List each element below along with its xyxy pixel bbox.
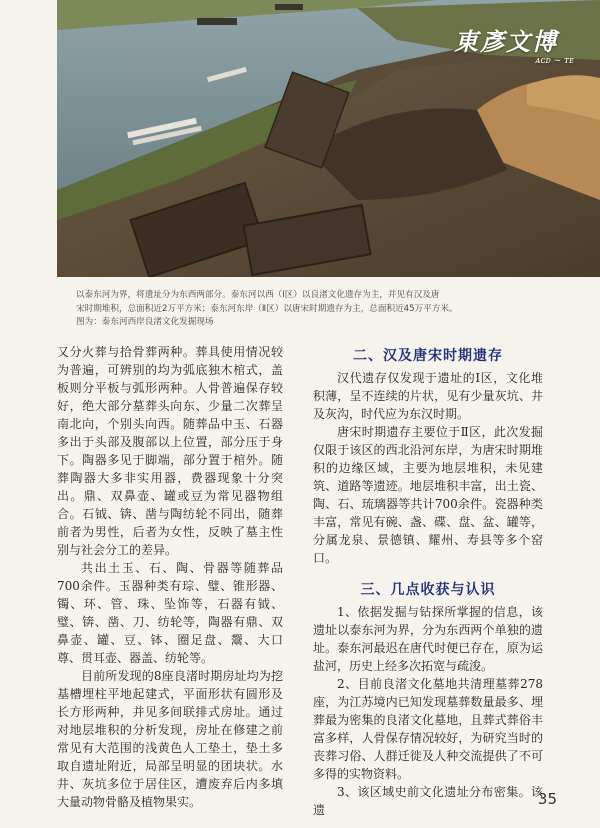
magazine-masthead-logo [454,22,574,72]
body-paragraph: 共出土玉、石、陶、骨器等随葬品700余件。玉器种类有琮、璧、锥形器、镯、环、管、珠、坠饰等，石器有钺、璧、锛、凿、刀、纺轮等，陶器有鼎、双鼻壶、罐、豆、钵、圈足盘、鬶、大口尊、贯耳壶、器盖、纺轮等。 [57,561,283,665]
page-number: 35 [537,790,557,808]
section-heading-han-tang-song: 二、汉及唐宋时期遗存 [353,348,503,364]
caption-line: 图为：泰东河西岸良渚文化发掘现场 [76,317,214,327]
masthead-title: 東彥文博 [454,27,558,56]
left-text-column [57,343,283,811]
caption-line: 以泰东河为界，将遗址分为东西两部分。泰东河以西（Ⅰ区）以良渚文化遗存为主，并见有汉及唐 [76,290,440,300]
body-paragraph: 1、依据发掘与钻探所掌握的信息，该遗址以泰东河为界，分为东西两个单独的遗址。泰东河最迟在唐代时便已存在，原为运盐河，历史上经多次拓宽与疏浚。 [313,605,543,673]
body-paragraph: 汉代遗存仅发现于遗址的Ⅰ区，文化堆积薄，呈不连续的片状，见有少量灰坑、井及灰沟，时代应为东汉时期。 [313,371,543,421]
body-paragraph: 唐宋时期遗存主要位于Ⅱ区，此次发掘仅限于该区的西北沿河东岸，为唐宋时期堆积的边缘区域，主要为地层堆积，未见建筑、道路等遗迹。地层堆积丰富，出土瓷、陶、石、琉璃器等共计700余件。瓷器种类丰富，常见有碗、盏、碟、盘、盆、罐等，分属龙泉、景德镇、耀州、寿县等多个窑口。 [313,425,543,565]
body-paragraph: 3、该区域史前文化遗址分布密集。该遗 [313,785,543,817]
photo-caption [76,289,546,330]
section-heading-findings: 三、几点收获与认识 [360,582,496,598]
masthead-signature: ᴀᴄᴅ ~ ᴛᴇ [535,56,574,66]
body-paragraph: 又分火葬与拾骨葬两种。葬具使用情况较为普遍，可辨别的均为弧底独木棺式，盖板则分平板与弧形两种。人骨普遍保存较好，绝大部分墓葬头向东、少量二次葬呈南北向，个别头向西。随葬品中玉、石器多出于头部及腹部以上位置，部分压于身下。陶器多见于脚端，部分置于棺外。随葬陶器大多非实用器，费器现象十分突出。鼎、双鼻壶、罐或豆为常见器物组合。石钺、锛、凿与陶纺轮不同出，随葬前者为男性，后者为女性，反映了墓主性别与社会分工的差异。 [57,345,283,557]
caption-line: 宋时期堆积，总面积近2万平方米；泰东河东岸（Ⅱ区）以唐宋时期遗存为主，总面积近45万平方米。 [76,303,458,314]
body-paragraph: 2、目前良渚文化墓地共清理墓葬278座，为江苏境内已知发现墓葬数量最多、埋葬最为密集的良渚文化墓地，且葬式葬俗丰富多样，人骨保存情况较好，为研究当时的丧葬习俗、人群迁徙及人种交流提供了不可多得的实物资料。 [313,677,543,781]
right-text-column [313,343,543,819]
body-paragraph: 目前所发现的8座良渚时期房址均为挖基槽埋柱平地起建式，平面形状有圆形及长方形两种，并见多间联排式房址。通过对地层堆积的分析发现，房址在修建之前常见有大范围的浅黄色人工垫土，垫土多取自遗址附近，局部呈明显的团块状。水井、灰坑多位于居住区，遭废弃后内多填大量动物骨骼及植物果实。 [57,669,283,809]
excavation-site-photo [57,0,600,277]
